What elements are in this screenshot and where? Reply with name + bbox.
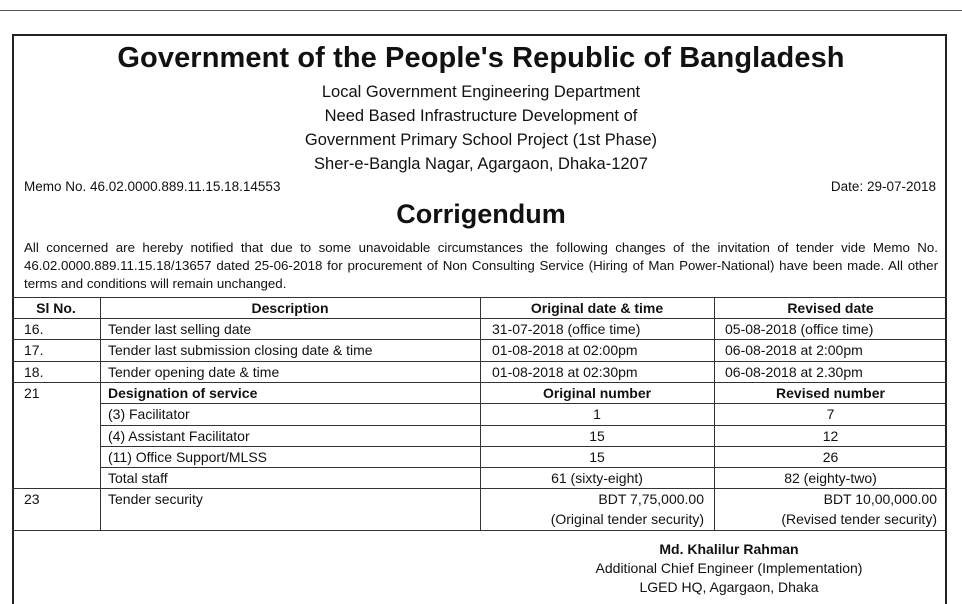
row-sl: 17. [24, 342, 44, 358]
service-revised: 7 [826, 406, 835, 422]
row-original: 01-08-2018 at 02:30pm [492, 364, 638, 380]
service-total-label: Total staff [108, 470, 168, 486]
row-original: 31-07-2018 (office time) [492, 321, 641, 337]
service-original: 15 [589, 428, 605, 444]
security-description: Tender security [108, 491, 203, 507]
row-original: 01-08-2018 at 02:00pm [492, 342, 638, 358]
table-rule [100, 467, 947, 468]
service-total-revised: 82 (eighty-two) [784, 470, 877, 486]
service-description: (4) Assistant Facilitator [108, 428, 250, 444]
service-original-header: Original number [542, 385, 652, 401]
row-sl: 23 [24, 491, 40, 507]
row-revised: 05-08-2018 (office time) [725, 321, 874, 337]
row-sl: 16. [24, 321, 44, 337]
row-description: Tender last selling date [108, 321, 252, 337]
corrigendum-heading: Corrigendum [396, 199, 566, 229]
service-description: (11) Office Support/MLSS [108, 449, 267, 465]
notice-body: All concerned are hereby notified that due to some unavoidable circumstances the following changes of the invitation of tender vide Memo No. 46.02.0000.889.11.15.18/13657 dated 25-06-2018 for procurement of Non Consulting Service (Hiring of Man Power-National) have been made. All other terms and conditions will remain unchanged. [24, 240, 938, 291]
table-rule [12, 530, 947, 531]
table-rule [100, 403, 947, 404]
service-original: 15 [589, 449, 605, 465]
row-description: Tender last submission closing date & time [108, 342, 373, 358]
col-header-revised: Revised date [787, 300, 874, 316]
col-header-sl: Sl No. [36, 300, 76, 316]
project-line-2: Government Primary School Project (1st Phase) [304, 131, 658, 149]
security-revised-note: (Revised tender security) [781, 511, 937, 527]
service-original: 1 [593, 406, 601, 422]
security-revised-amount: BDT 10,00,000.00 [823, 491, 937, 507]
service-revised: 26 [822, 449, 839, 465]
row-sl: 18. [24, 364, 44, 380]
government-title: Government of the People's Republic of Bangladesh [117, 42, 845, 74]
row-description: Tender opening date & time [108, 364, 280, 380]
table-rule [100, 446, 947, 447]
row-sl: 21 [24, 385, 40, 401]
service-designation-header: Designation of service [108, 385, 258, 401]
signatory-name: Md. Khalilur Rahman [659, 541, 799, 557]
address-line: Sher-e-Bangla Nagar, Agargaon, Dhaka-1207 [314, 155, 648, 173]
service-total-original: 61 (sixty-eight) [551, 470, 643, 486]
service-revised-header: Revised number [776, 385, 885, 401]
top-rule [0, 10, 962, 11]
memo-number: Memo No. 46.02.0000.889.11.15.18.14553 [24, 179, 281, 194]
security-original-note: (Original tender security) [550, 511, 704, 527]
department-line: Local Government Engineering Department [321, 83, 641, 101]
memo-date: Date: 29-07-2018 [830, 179, 936, 194]
table-rule [100, 425, 947, 426]
row-revised: 06-08-2018 at 2:00pm [725, 342, 863, 358]
signatory-office: LGED HQ, Agargaon, Dhaka [639, 579, 819, 595]
service-revised: 12 [822, 428, 839, 444]
security-original-amount: BDT 7,75,000.00 [598, 491, 704, 507]
signatory-designation: Additional Chief Engineer (Implementation) [595, 560, 863, 576]
row-revised: 06-08-2018 at 2.30pm [725, 364, 863, 380]
table-rule [100, 297, 101, 530]
service-description: (3) Facilitator [108, 406, 190, 422]
col-header-description: Description [251, 300, 329, 316]
project-line-1: Need Based Infrastructure Development of [324, 107, 638, 125]
col-header-original: Original date & time [530, 300, 664, 316]
